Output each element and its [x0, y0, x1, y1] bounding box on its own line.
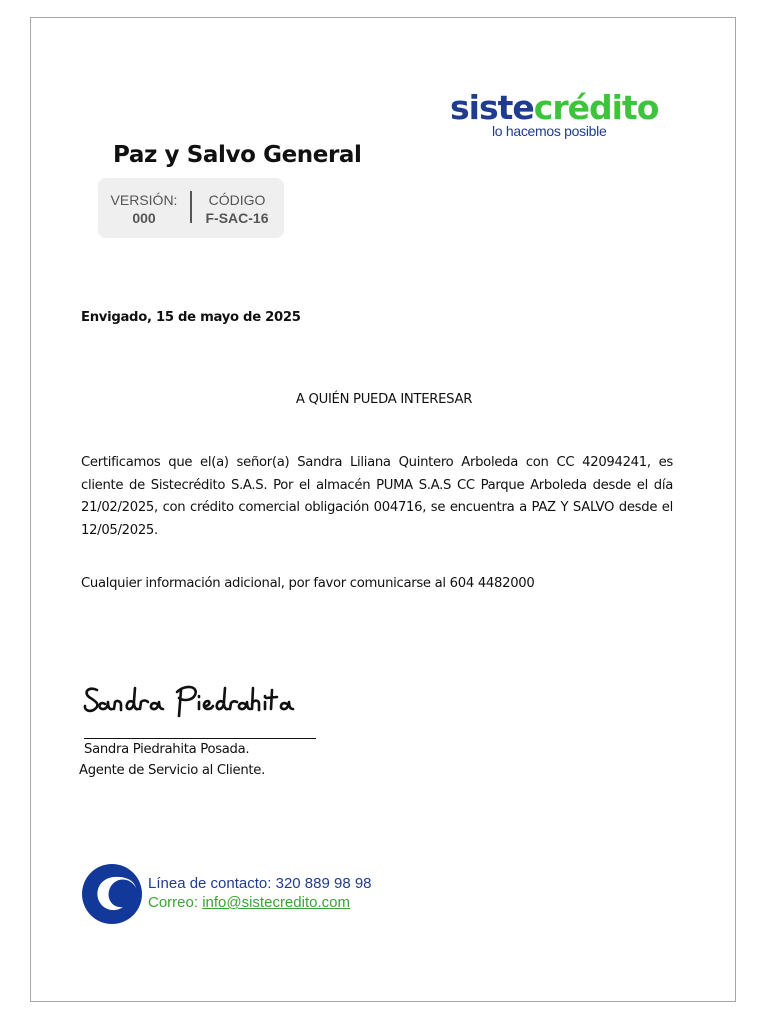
email-link[interactable]: info@sistecredito.com [202, 894, 350, 911]
version-divider [190, 191, 192, 223]
signature-line [84, 738, 316, 739]
signer-name: Sandra Piedrahita Posada. [84, 742, 250, 757]
document-title: Paz y Salvo General [113, 142, 362, 168]
code-column [198, 191, 276, 227]
code-label: CÓDIGO [208, 192, 266, 208]
version-column [106, 191, 182, 227]
version-code-box [98, 178, 284, 238]
sistecredito-logo [450, 90, 680, 139]
handwritten-signature [81, 676, 301, 726]
email-label: Correo: [148, 894, 203, 911]
document-page [30, 17, 736, 1002]
contact-phone: Línea de contacto: 320 889 98 98 [148, 875, 372, 892]
code-value: F-SAC-16 [205, 210, 269, 226]
sistecredito-circle-icon [81, 863, 143, 925]
version-label: VERSIÓN: [110, 192, 178, 208]
date-line: Envigado, 15 de mayo de 2025 [81, 310, 301, 325]
certification-paragraph: Certificamos que el(a) señor(a) Sandra Liliana Quintero Arboleda con CC 42094241, es cliente de Sistecrédito S.A.S. Por el almacén PUMA S.A.S CC Parque Arboleda desde el día 21/02/2025, con crédito comercial obligación 004716, se encuentra a PAZ Y SALVO desde el 12/05/2025. [81, 455, 673, 538]
contact-block [148, 874, 372, 912]
version-value: 000 [132, 210, 156, 226]
salutation: A QUIÉN PUEDA INTERESAR [295, 392, 473, 407]
contact-email-line [148, 893, 372, 912]
signer-role: Agente de Servicio al Cliente. [79, 763, 265, 778]
info-line: Cualquier información adicional, por favor comunicarse al 604 4482000 [81, 576, 535, 591]
logo-tagline: lo hacemos posible [492, 123, 607, 139]
logo-wordmark: sistecrédito [450, 88, 659, 127]
